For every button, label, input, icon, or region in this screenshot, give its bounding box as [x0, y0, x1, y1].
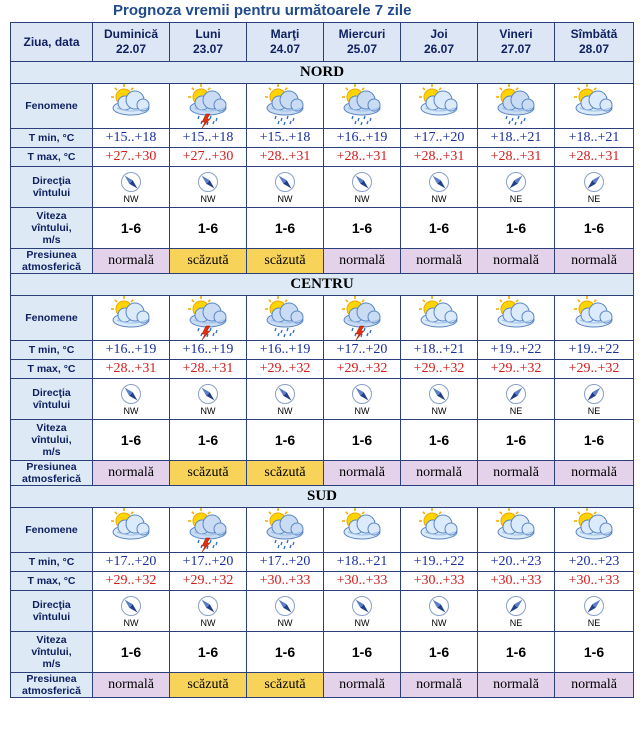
tmin-cell: +19..+22: [478, 341, 555, 360]
wind-direction-cell: [478, 379, 555, 420]
thunderstorm-icon: [170, 296, 246, 340]
tmin-cell: +16..+19: [93, 341, 170, 360]
compass-icon: [351, 383, 373, 405]
phenomena-cell: [555, 84, 634, 129]
row-label: [11, 167, 93, 208]
tmin-cell: +15..+18: [247, 129, 324, 148]
label-line: Viteza: [36, 634, 67, 646]
wind-speed-cell: 1-6: [324, 420, 401, 461]
pressure-cell: normală: [93, 461, 170, 486]
wind-direction-text: NW: [354, 193, 370, 204]
pressure-cell: normală: [555, 673, 634, 698]
phenomena-row: [11, 296, 634, 341]
tmax-cell: +28..+31: [324, 148, 401, 167]
wind-speed-cell: 1-6: [247, 420, 324, 461]
wind-speed-cell: 1-6: [170, 632, 247, 673]
partly-cloudy-icon: [555, 84, 633, 128]
day-header: [324, 23, 401, 62]
row-label: [11, 461, 93, 486]
tmin-cell: +16..+19: [247, 341, 324, 360]
wind-speed-cell: 1-6: [247, 632, 324, 673]
thunderstorm-icon: [170, 84, 246, 128]
wind-speed-cell: 1-6: [478, 208, 555, 249]
wind-direction-text: NW: [431, 193, 447, 204]
pressure-cell: normală: [93, 673, 170, 698]
region-row: [11, 486, 634, 508]
wind-direction-cell: [555, 591, 634, 632]
thunderstorm-icon: [170, 508, 246, 552]
day-name: Miercuri: [338, 27, 386, 41]
region-title: SUD: [11, 486, 634, 508]
compass-icon: [197, 595, 219, 617]
pressure-cell: normală: [324, 673, 401, 698]
wind-direction-cell: [93, 167, 170, 208]
label-line: atmosferică: [22, 685, 81, 697]
wind-speed-cell: 1-6: [170, 420, 247, 461]
phenomena-cell: [324, 84, 401, 129]
wind-direction-cell: [247, 379, 324, 420]
row-label: Fenomene: [11, 84, 93, 129]
phenomena-cell: [93, 84, 170, 129]
row-label: T min, °C: [11, 553, 93, 572]
pressure-cell: scăzută: [247, 249, 324, 274]
compass-icon: [120, 171, 142, 193]
tmax-row: [11, 360, 634, 379]
row-label: [11, 249, 93, 274]
wind-direction-row: [11, 167, 634, 208]
pressure-cell: normală: [93, 249, 170, 274]
day-date: 28.07: [578, 42, 610, 56]
rain-icon: [247, 84, 323, 128]
label-line: Direcţia: [32, 387, 71, 399]
phenomena-cell: [93, 508, 170, 553]
pressure-cell: scăzută: [247, 461, 324, 486]
corner-label: Ziua, data: [11, 23, 93, 62]
tmax-cell: +30..+33: [401, 572, 478, 591]
pressure-cell: normală: [401, 673, 478, 698]
day-date: 26.07: [423, 42, 455, 56]
wind-speed-cell: 1-6: [478, 420, 555, 461]
rain-icon: [478, 84, 554, 128]
wind-direction-text: NW: [200, 193, 216, 204]
label-line: m/s: [42, 234, 61, 246]
wind-direction-text: NE: [509, 193, 523, 204]
day-name: Marţi: [270, 27, 300, 41]
tmin-cell: +20..+23: [555, 553, 634, 572]
compass-icon: [428, 595, 450, 617]
day-header: [478, 23, 555, 62]
tmax-cell: +27..+30: [170, 148, 247, 167]
row-label: T max, °C: [11, 572, 93, 591]
compass-icon: [583, 171, 605, 193]
tmax-cell: +28..+31: [247, 148, 324, 167]
tmax-cell: +28..+31: [478, 148, 555, 167]
row-label: T min, °C: [11, 129, 93, 148]
tmin-cell: +16..+19: [324, 129, 401, 148]
day-date: 27.07: [500, 42, 532, 56]
wind-direction-text: NW: [431, 405, 447, 416]
rain-icon: [247, 508, 323, 552]
row-label: T max, °C: [11, 148, 93, 167]
wind-speed-row: [11, 420, 634, 461]
compass-icon: [197, 383, 219, 405]
tmax-cell: +28..+31: [93, 360, 170, 379]
wind-direction-cell: [478, 167, 555, 208]
tmin-cell: +15..+18: [170, 129, 247, 148]
tmax-cell: +29..+32: [555, 360, 634, 379]
tmin-cell: +17..+20: [247, 553, 324, 572]
tmax-cell: +30..+33: [478, 572, 555, 591]
wind-direction-cell: [401, 591, 478, 632]
tmax-cell: +27..+30: [93, 148, 170, 167]
tmin-row: [11, 553, 634, 572]
day-header: [555, 23, 634, 62]
phenomena-cell: [478, 84, 555, 129]
label-line: m/s: [42, 446, 61, 458]
compass-icon: [197, 171, 219, 193]
phenomena-cell: [555, 296, 634, 341]
label-line: vîntului,: [31, 646, 72, 658]
tmin-cell: +18..+21: [478, 129, 555, 148]
wind-direction-cell: [478, 591, 555, 632]
tmin-cell: +17..+20: [401, 129, 478, 148]
partly-cloudy-icon: [401, 84, 477, 128]
tmin-cell: +17..+20: [324, 341, 401, 360]
label-line: vîntului,: [31, 222, 72, 234]
tmin-cell: +19..+22: [555, 341, 634, 360]
tmax-cell: +28..+31: [170, 360, 247, 379]
label-line: vîntului: [32, 399, 71, 411]
wind-direction-row: [11, 379, 634, 420]
rain-icon: [324, 84, 400, 128]
tmax-cell: +30..+33: [247, 572, 324, 591]
partly-cloudy-icon: [324, 508, 400, 552]
wind-speed-cell: 1-6: [170, 208, 247, 249]
row-label: [11, 420, 93, 461]
phenomena-row: [11, 84, 634, 129]
wind-speed-cell: 1-6: [401, 420, 478, 461]
tmin-cell: +17..+20: [170, 553, 247, 572]
tmin-cell: +18..+21: [324, 553, 401, 572]
row-label: Fenomene: [11, 296, 93, 341]
partly-cloudy-icon: [401, 296, 477, 340]
pressure-cell: scăzută: [170, 461, 247, 486]
phenomena-cell: [170, 508, 247, 553]
pressure-cell: normală: [401, 249, 478, 274]
phenomena-cell: [478, 296, 555, 341]
day-name: Duminică: [103, 27, 158, 41]
phenomena-cell: [170, 84, 247, 129]
phenomena-row: [11, 508, 634, 553]
phenomena-cell: [401, 296, 478, 341]
label-line: vîntului: [32, 187, 71, 199]
compass-icon: [274, 171, 296, 193]
phenomena-cell: [324, 508, 401, 553]
tmax-row: [11, 572, 634, 591]
tmin-cell: +17..+20: [93, 553, 170, 572]
wind-direction-cell: [170, 167, 247, 208]
phenomena-cell: [555, 508, 634, 553]
label-line: atmosferică: [22, 473, 81, 485]
compass-icon: [351, 171, 373, 193]
thunderstorm-icon: [324, 296, 400, 340]
partly-cloudy-icon: [478, 296, 554, 340]
pressure-cell: normală: [478, 249, 555, 274]
wind-direction-text: NW: [277, 617, 293, 628]
tmax-cell: +29..+32: [93, 572, 170, 591]
day-date: 23.07: [192, 42, 224, 56]
partly-cloudy-icon: [93, 508, 169, 552]
label-line: Presiunea: [26, 461, 77, 473]
wind-speed-cell: 1-6: [93, 420, 170, 461]
day-date: 25.07: [346, 42, 378, 56]
tmin-row: [11, 129, 634, 148]
day-header: [93, 23, 170, 62]
phenomena-cell: [93, 296, 170, 341]
day-name: Vineri: [499, 27, 533, 41]
pressure-cell: scăzută: [170, 673, 247, 698]
region-title: NORD: [11, 62, 634, 84]
tmin-cell: +18..+21: [401, 341, 478, 360]
row-label: T min, °C: [11, 341, 93, 360]
wind-direction-text: NW: [123, 193, 139, 204]
tmax-cell: +29..+32: [324, 360, 401, 379]
wind-direction-row: [11, 591, 634, 632]
row-label: [11, 379, 93, 420]
wind-direction-text: NW: [200, 617, 216, 628]
region-row: [11, 62, 634, 84]
label-line: m/s: [42, 658, 61, 670]
compass-icon: [505, 383, 527, 405]
wind-speed-cell: 1-6: [555, 632, 634, 673]
tmax-cell: +29..+32: [401, 360, 478, 379]
wind-speed-cell: 1-6: [555, 208, 634, 249]
pressure-cell: scăzută: [247, 673, 324, 698]
tmax-row: [11, 148, 634, 167]
wind-direction-text: NW: [123, 405, 139, 416]
wind-speed-row: [11, 632, 634, 673]
wind-direction-text: NE: [509, 617, 523, 628]
compass-icon: [351, 595, 373, 617]
wind-direction-cell: [93, 591, 170, 632]
wind-speed-cell: 1-6: [478, 632, 555, 673]
wind-speed-cell: 1-6: [93, 208, 170, 249]
tmax-cell: +28..+31: [401, 148, 478, 167]
tmin-cell: +20..+23: [478, 553, 555, 572]
day-name: Joi: [430, 27, 448, 41]
wind-direction-cell: [324, 379, 401, 420]
label-line: Viteza: [36, 210, 67, 222]
pressure-cell: normală: [478, 673, 555, 698]
pressure-cell: normală: [555, 461, 634, 486]
compass-icon: [120, 595, 142, 617]
compass-icon: [583, 595, 605, 617]
tmin-cell: +18..+21: [555, 129, 634, 148]
partly-cloudy-icon: [401, 508, 477, 552]
wind-direction-cell: [247, 167, 324, 208]
partly-cloudy-icon: [555, 508, 633, 552]
wind-direction-text: NW: [277, 405, 293, 416]
wind-direction-cell: [555, 379, 634, 420]
wind-direction-cell: [170, 379, 247, 420]
compass-icon: [505, 171, 527, 193]
wind-direction-text: NW: [354, 405, 370, 416]
wind-direction-cell: [324, 167, 401, 208]
page-title: Prognoza vremii pentru următoarele 7 zile: [113, 2, 412, 19]
phenomena-cell: [401, 84, 478, 129]
label-line: Direcţia: [32, 175, 71, 187]
label-line: Viteza: [36, 422, 67, 434]
phenomena-cell: [247, 508, 324, 553]
compass-icon: [428, 383, 450, 405]
wind-direction-cell: [247, 591, 324, 632]
wind-direction-cell: [93, 379, 170, 420]
pressure-cell: normală: [324, 249, 401, 274]
day-header: [170, 23, 247, 62]
phenomena-cell: [247, 84, 324, 129]
phenomena-cell: [247, 296, 324, 341]
wind-direction-text: NW: [277, 193, 293, 204]
compass-icon: [274, 595, 296, 617]
wind-speed-cell: 1-6: [324, 632, 401, 673]
pressure-cell: normală: [401, 461, 478, 486]
rain-icon: [247, 296, 323, 340]
pressure-cell: normală: [555, 249, 634, 274]
compass-icon: [120, 383, 142, 405]
row-label: Fenomene: [11, 508, 93, 553]
label-line: Presiunea: [26, 673, 77, 685]
tmax-cell: +30..+33: [555, 572, 634, 591]
phenomena-cell: [401, 508, 478, 553]
partly-cloudy-icon: [93, 84, 169, 128]
wind-direction-cell: [170, 591, 247, 632]
wind-speed-cell: 1-6: [93, 632, 170, 673]
wind-direction-cell: [401, 167, 478, 208]
wind-direction-text: NW: [200, 405, 216, 416]
compass-icon: [428, 171, 450, 193]
day-header: [401, 23, 478, 62]
row-label: [11, 208, 93, 249]
tmax-cell: +30..+33: [324, 572, 401, 591]
wind-speed-cell: 1-6: [401, 632, 478, 673]
wind-direction-cell: [401, 379, 478, 420]
label-line: vîntului: [32, 611, 71, 623]
wind-direction-cell: [555, 167, 634, 208]
label-line: atmosferică: [22, 261, 81, 273]
forecast-table: [10, 22, 634, 698]
pressure-cell: normală: [478, 461, 555, 486]
wind-direction-text: NE: [509, 405, 523, 416]
day-date: 24.07: [269, 42, 301, 56]
pressure-cell: scăzută: [170, 249, 247, 274]
label-line: Direcţia: [32, 599, 71, 611]
pressure-row: [11, 461, 634, 486]
tmax-cell: +29..+32: [247, 360, 324, 379]
phenomena-cell: [478, 508, 555, 553]
partly-cloudy-icon: [478, 508, 554, 552]
phenomena-cell: [324, 296, 401, 341]
compass-icon: [583, 383, 605, 405]
row-label: [11, 632, 93, 673]
tmin-cell: +15..+18: [93, 129, 170, 148]
tmax-cell: +28..+31: [555, 148, 634, 167]
pressure-cell: normală: [324, 461, 401, 486]
label-line: vîntului,: [31, 434, 72, 446]
row-label: [11, 673, 93, 698]
compass-icon: [505, 595, 527, 617]
row-label: [11, 591, 93, 632]
tmin-row: [11, 341, 634, 360]
pressure-row: [11, 673, 634, 698]
partly-cloudy-icon: [93, 296, 169, 340]
wind-speed-cell: 1-6: [555, 420, 634, 461]
compass-icon: [274, 383, 296, 405]
wind-direction-text: NE: [587, 617, 601, 628]
day-header: [247, 23, 324, 62]
day-name: Luni: [195, 27, 221, 41]
tmin-cell: +16..+19: [170, 341, 247, 360]
region-title: CENTRU: [11, 274, 634, 296]
wind-direction-text: NE: [587, 405, 601, 416]
row-label: T max, °C: [11, 360, 93, 379]
wind-direction-text: NW: [431, 617, 447, 628]
wind-direction-text: NW: [123, 617, 139, 628]
tmax-cell: +29..+32: [478, 360, 555, 379]
wind-speed-cell: 1-6: [324, 208, 401, 249]
wind-direction-cell: [324, 591, 401, 632]
wind-direction-text: NE: [587, 193, 601, 204]
wind-speed-cell: 1-6: [401, 208, 478, 249]
partly-cloudy-icon: [555, 296, 633, 340]
wind-speed-row: [11, 208, 634, 249]
day-header-row: [11, 23, 634, 62]
label-line: Presiunea: [26, 249, 77, 261]
pressure-row: [11, 249, 634, 274]
wind-direction-text: NW: [354, 617, 370, 628]
day-name: Sîmbătă: [570, 27, 618, 41]
phenomena-cell: [170, 296, 247, 341]
wind-speed-cell: 1-6: [247, 208, 324, 249]
region-row: [11, 274, 634, 296]
tmin-cell: +19..+22: [401, 553, 478, 572]
day-date: 22.07: [115, 42, 147, 56]
tmax-cell: +29..+32: [170, 572, 247, 591]
